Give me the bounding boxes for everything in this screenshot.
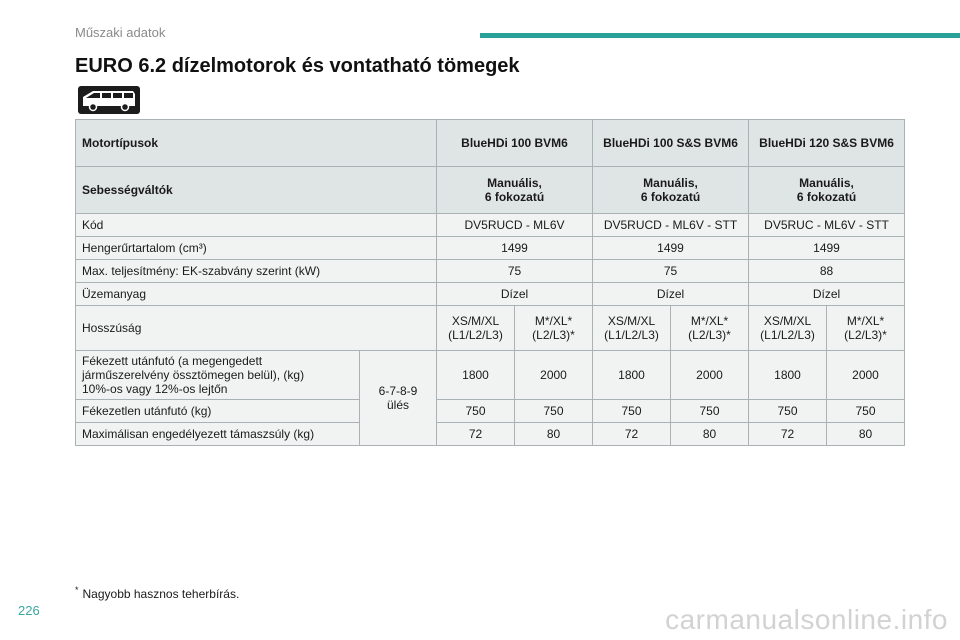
page-number: 226: [18, 603, 40, 618]
table-row: [76, 351, 905, 400]
table-row: [76, 400, 905, 423]
gearbox-label: Sebességváltók: [76, 167, 437, 214]
cell: 75: [593, 260, 749, 283]
table-row: [76, 260, 905, 283]
cell: 1800: [437, 351, 515, 400]
van-icon: [78, 86, 140, 114]
row-label: Fékezetlen utánfutó (kg): [76, 400, 360, 423]
cell: 750: [593, 400, 671, 423]
table-row: [76, 237, 905, 260]
cell: 750: [671, 400, 749, 423]
cell: 750: [749, 400, 827, 423]
cell: 2000: [671, 351, 749, 400]
engine-header: BlueHDi 120 S&S BVM6: [749, 120, 905, 167]
cell: 88: [749, 260, 905, 283]
row-label: Fékezett utánfutó (a megengedett járműszerelvény össztömegen belül), (kg) 10%-os vagy 12%-os lejtőn: [76, 351, 360, 400]
cell: DV5RUC - ML6V - STT: [749, 214, 905, 237]
row-label: Hosszúság: [76, 306, 437, 351]
cell: XS/M/XL (L1/L2/L3): [593, 306, 671, 351]
footnote-mark: *: [75, 585, 79, 595]
row-label: Maximálisan engedélyezett támaszsúly (kg): [76, 423, 360, 446]
cell: 1800: [749, 351, 827, 400]
cell: Dízel: [749, 283, 905, 306]
seats-cell: 6-7-8-9 ülés: [360, 351, 437, 446]
cell: 750: [437, 400, 515, 423]
cell: Dízel: [437, 283, 593, 306]
length-row: [76, 306, 905, 351]
cell: 750: [515, 400, 593, 423]
cell: 2000: [515, 351, 593, 400]
cell: 1800: [593, 351, 671, 400]
cell: 72: [593, 423, 671, 446]
watermark: carmanualsonline.info: [665, 604, 948, 635]
row-label: Kód: [76, 214, 437, 237]
table-row: [76, 283, 905, 306]
table-row: [76, 423, 905, 446]
cell: Dízel: [593, 283, 749, 306]
cell: XS/M/XL (L1/L2/L3): [437, 306, 515, 351]
gearbox-value: Manuális, 6 fokozatú: [437, 167, 593, 214]
cell: DV5RUCD - ML6V - STT: [593, 214, 749, 237]
cell: 2000: [827, 351, 905, 400]
engine-header: BlueHDi 100 S&S BVM6: [593, 120, 749, 167]
cell: 1499: [593, 237, 749, 260]
cell: M*/XL* (L2/L3)*: [671, 306, 749, 351]
cell: 72: [437, 423, 515, 446]
cell: 1499: [437, 237, 593, 260]
cell: 80: [671, 423, 749, 446]
cell: DV5RUCD - ML6V: [437, 214, 593, 237]
cell: 75: [437, 260, 593, 283]
cell: M*/XL* (L2/L3)*: [827, 306, 905, 351]
row-label: Hengerűrtartalom (cm³): [76, 237, 437, 260]
cell: 72: [749, 423, 827, 446]
engine-type-row: [76, 120, 905, 167]
footnote: [75, 585, 239, 601]
cell: 80: [515, 423, 593, 446]
footnote-text: Nagyobb hasznos teherbírás.: [82, 587, 240, 601]
section-label: Műszaki adatok: [75, 25, 166, 40]
header-rule: [480, 33, 960, 38]
spec-table: [75, 119, 905, 446]
cell: 750: [827, 400, 905, 423]
engine-header: BlueHDi 100 BVM6: [437, 120, 593, 167]
engine-type-label: Motortípusok: [76, 120, 437, 167]
table-row: [76, 214, 905, 237]
gearbox-value: Manuális, 6 fokozatú: [749, 167, 905, 214]
page-title: EURO 6.2 dízelmotorok és vontatható tömegek: [75, 55, 520, 77]
gearbox-value: Manuális, 6 fokozatú: [593, 167, 749, 214]
row-label: Üzemanyag: [76, 283, 437, 306]
cell: XS/M/XL (L1/L2/L3): [749, 306, 827, 351]
gearbox-row: [76, 167, 905, 214]
cell: 1499: [749, 237, 905, 260]
cell: M*/XL* (L2/L3)*: [515, 306, 593, 351]
cell: 80: [827, 423, 905, 446]
row-label: Max. teljesítmény: EK-szabvány szerint (kW): [76, 260, 437, 283]
